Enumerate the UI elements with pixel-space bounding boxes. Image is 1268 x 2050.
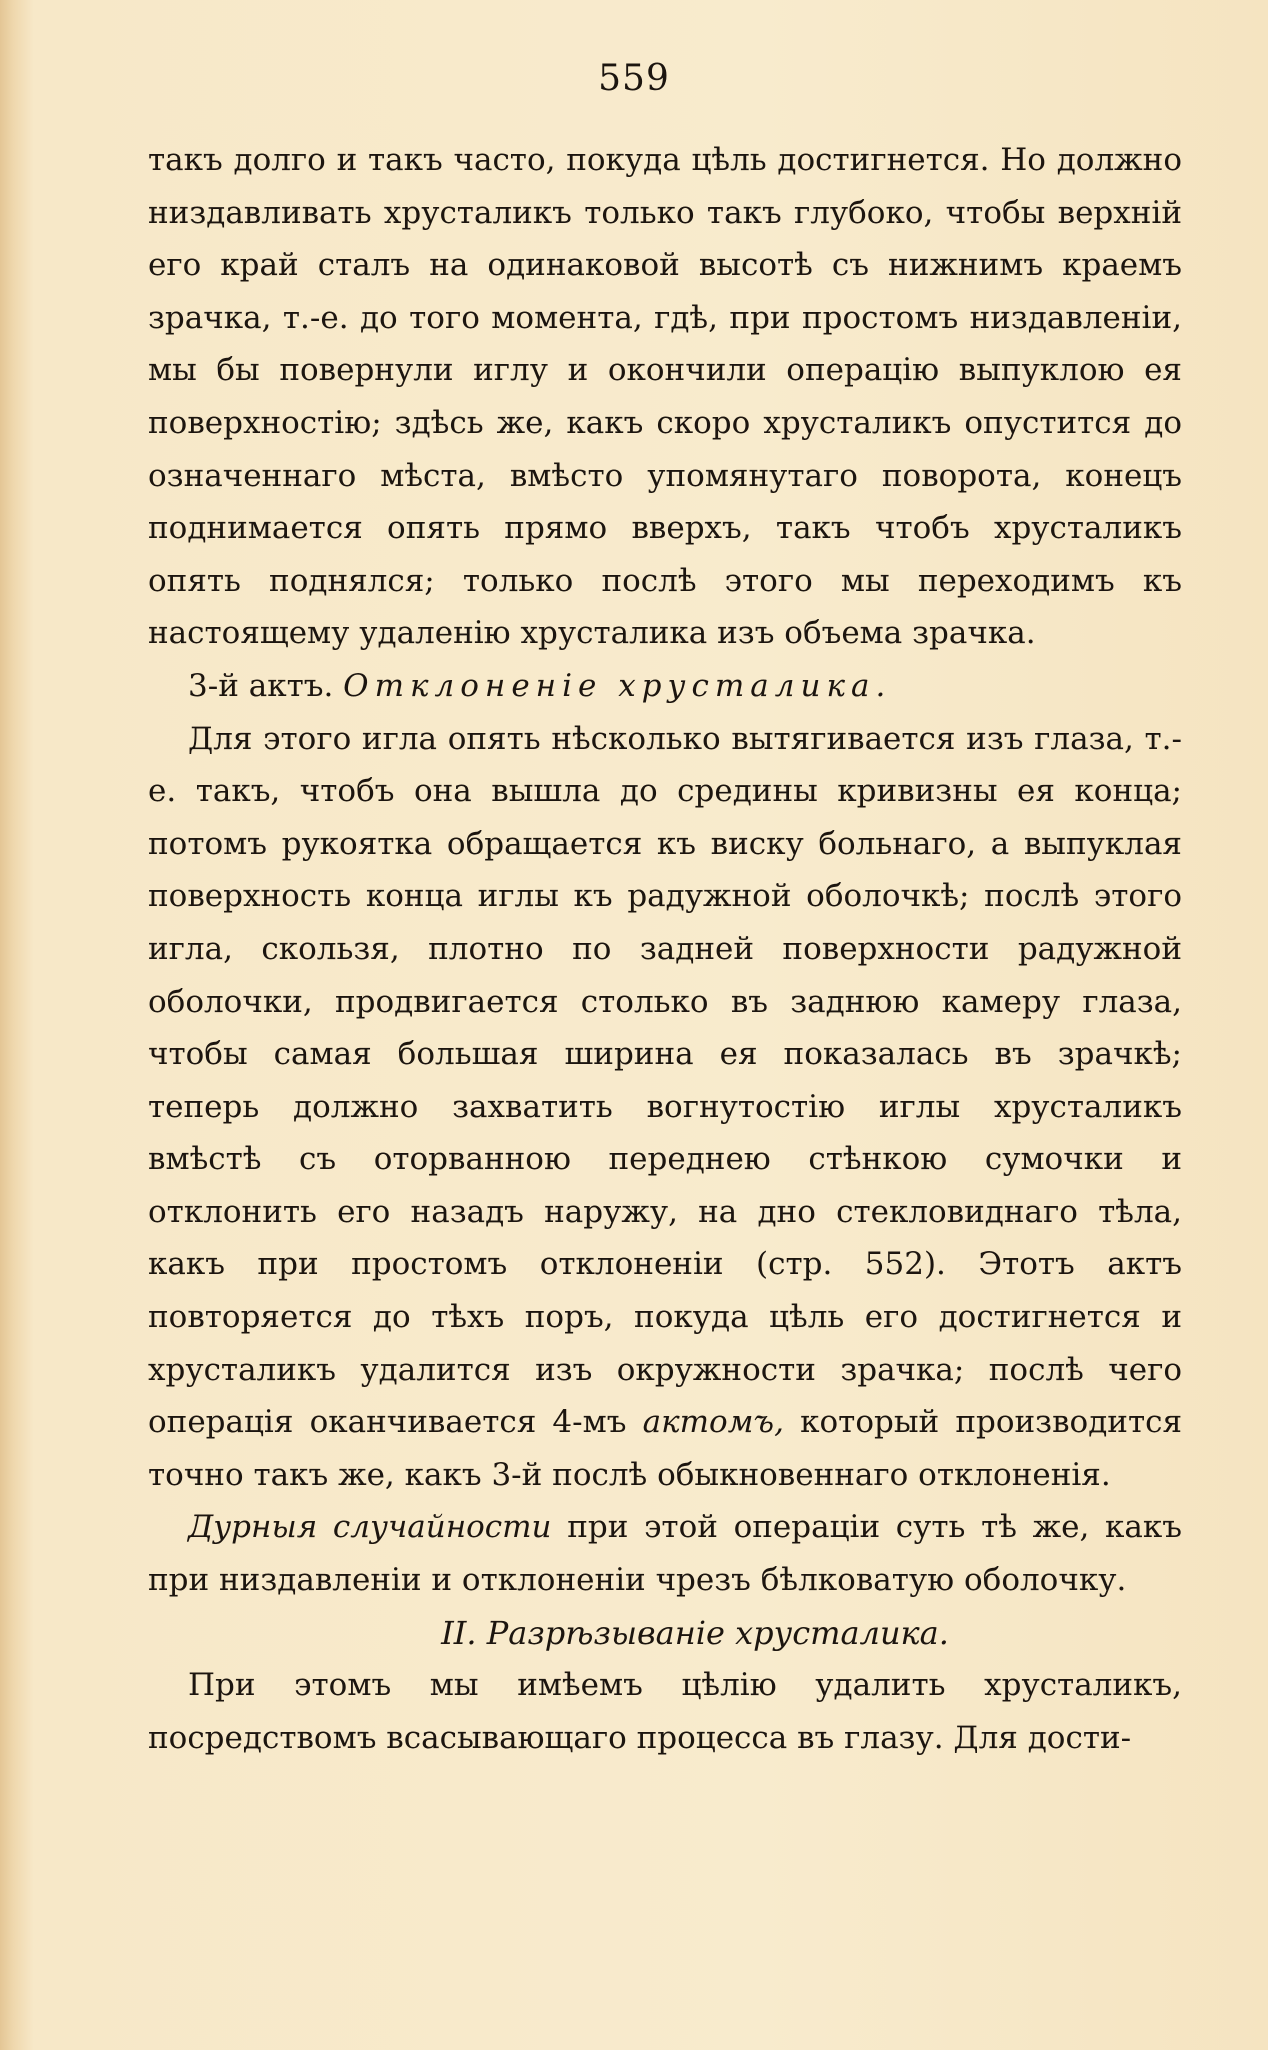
act-3-title: Отклоненіе хрусталика. <box>343 667 892 704</box>
complications-text: при этой операціи суть тѣ же, какъ при низдавленіи и отклоненіи чрезъ бѣлковатую оболочку. <box>148 1509 1182 1599</box>
paragraph-complications <box>148 1501 1182 1606</box>
paragraph-act-3-text: Для этого игла опять нѣсколько вытягивается изъ глаза, т.-е. такъ, чтобъ она вышла до средины кривизны ея конца; потомъ рукоятка обращается къ виску больнаго, а выпуклая поверхность конца иглы къ радужной оболочкѣ; послѣ этого игла, скользя, плотно по задней поверхности радужной оболочки, продвигается столько въ заднюю камеру глаза, чтобы самая большая ширина ея показалась въ зрачкѣ; теперь должно захватить вогнутостію иглы хрусталикъ вмѣстѣ съ оторванною переднею стѣнкою сумочки и отклонить его назадъ наружу, на дно стекловиднаго тѣла, какъ при простомъ отклоненіи (стр. 552). Этотъ актъ повторяется до тѣхъ поръ, покуда цѣль его достигнется и хрусталикъ удалится изъ окружности зрачка; послѣ чего операція оканчивается 4-мъ <box>148 720 1182 1441</box>
section-heading: II. Разрѣзываніе хрусталика. <box>441 1613 949 1652</box>
page-number: 559 <box>598 58 670 99</box>
paragraph-act-3 <box>148 713 1182 1502</box>
complications-term: Дурныя случайности <box>188 1509 552 1546</box>
paragraph-act-3-italic: актомъ, <box>642 1404 784 1441</box>
paragraph-continuation: такъ долго и такъ часто, покуда цѣль достигнется. Но должно низдавливать хрусталикъ только такъ глубоко, чтобы верхній его край сталъ на одинаковой высотѣ съ нижнимъ краемъ зрачка, т.-е. до того момента, гдѣ, при простомъ низдавленіи, мы бы повернули иглу и окончили операцію выпуклою ея поверхностію; здѣсь же, какъ скоро хрусталикъ опустится до означеннаго мѣста, вмѣсто упомянутаго поворота, конецъ поднимается опять прямо вверхъ, такъ чтобъ хрусталикъ опять поднялся; только послѣ этого мы переходимъ къ настоящему удаленію хрусталика изъ объема зрачка. <box>148 142 1182 652</box>
body-text <box>148 134 1182 1764</box>
act-3-heading <box>148 660 1182 713</box>
paragraph-section-2: При этомъ мы имѣемъ цѣлію удалить хрусталикъ, посредствомъ всасывающаго процесса въ глазу. Для дости- <box>148 1667 1182 1756</box>
act-3-label: 3-й актъ. <box>188 667 334 704</box>
paragraph-act-3-end: который производится точно такъ же, какъ 3-й послѣ обыкновеннаго отклоненія. <box>148 1404 1183 1493</box>
